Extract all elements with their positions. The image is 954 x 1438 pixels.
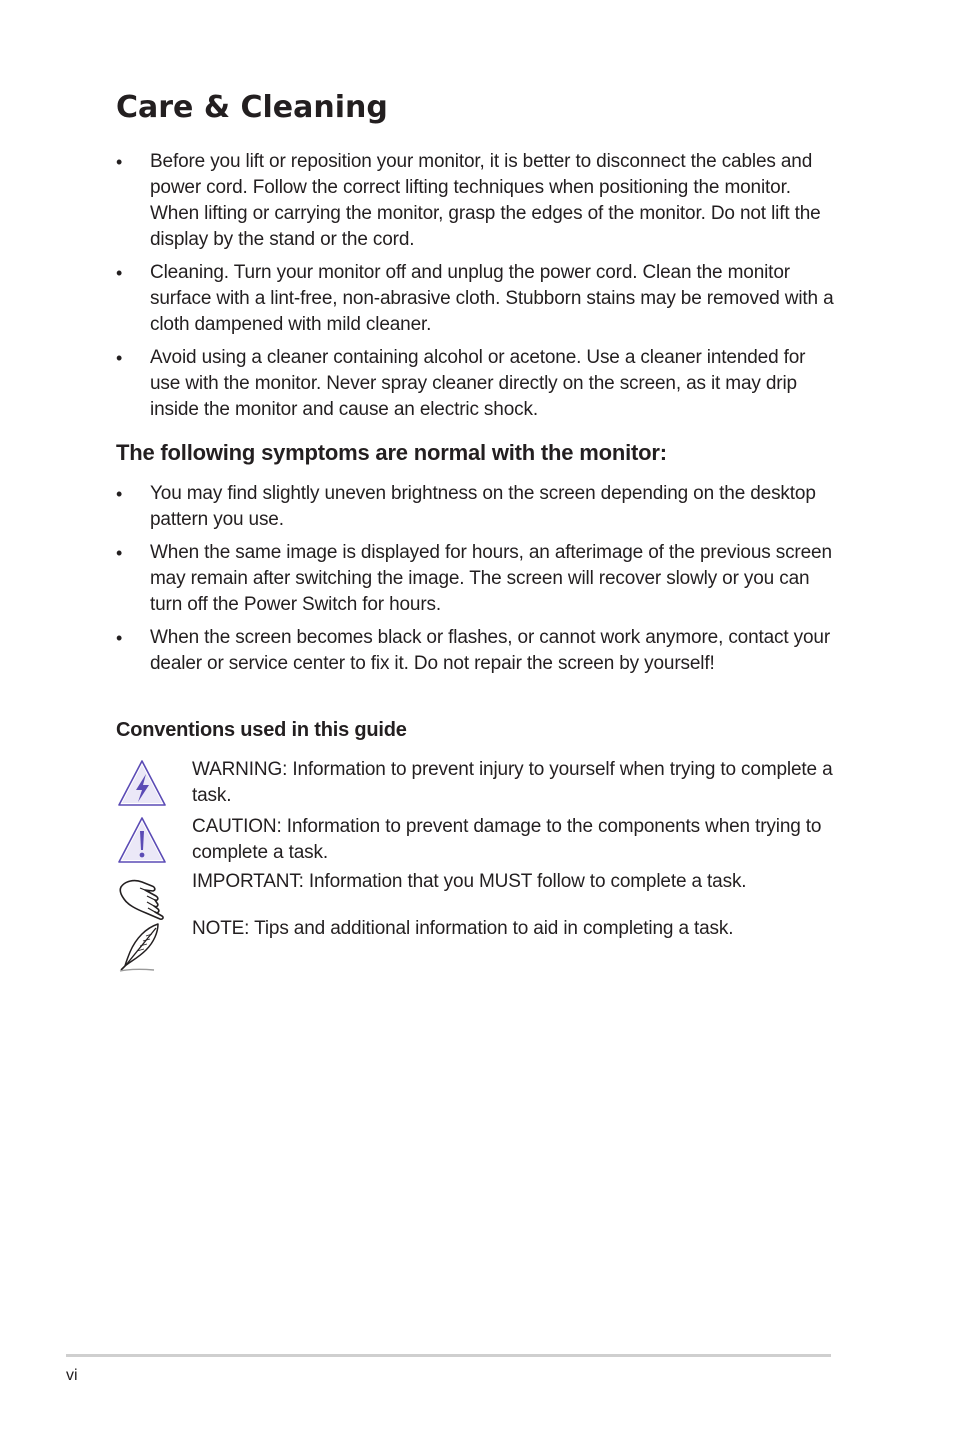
footer-divider (66, 1354, 831, 1357)
list-item (116, 345, 836, 423)
page-title: Care & Cleaning (116, 90, 388, 125)
care-bullet-list (116, 149, 836, 430)
important-hand-icon (116, 869, 168, 921)
list-item (116, 260, 836, 338)
symptoms-bullet-list (116, 481, 836, 684)
convention-warning-text: WARNING: Information to prevent injury to yourself when trying to complete a task. (192, 759, 833, 806)
list-item (116, 481, 836, 533)
list-item (116, 625, 836, 677)
list-item-text: You may find slightly uneven brightness on the screen depending on the desktop pattern you use. (150, 483, 816, 530)
convention-important-text: IMPORTANT: Information that you MUST follow to complete a task. (192, 871, 747, 892)
list-item (116, 540, 836, 618)
bullet-marker: • (116, 152, 123, 172)
bullet-marker: • (116, 628, 123, 648)
list-item (116, 149, 836, 253)
conventions-heading: Conventions used in this guide (116, 719, 407, 741)
warning-lightning-icon (116, 757, 168, 809)
list-item-text: Before you lift or reposition your monitor, it is better to disconnect the cables and power cord. Follow the correct lifting techniques when positioning the monitor. When lifting or carrying the monitor, grasp the edges of the monitor. Do not lift the display by the stand or the cord. (150, 151, 821, 250)
list-item-text: When the screen becomes black or flashes, or cannot work anymore, contact your dealer or service center to fix it. Do not repair the screen by yourself! (150, 627, 831, 674)
note-quill-icon (116, 920, 168, 972)
list-item-text: Avoid using a cleaner containing alcohol or acetone. Use a cleaner intended for use with the monitor. Never spray cleaner directly on the screen, as it may drip inside the monitor and cause an electric shock. (150, 347, 806, 420)
convention-caution-text: CAUTION: Information to prevent damage to the components when trying to complete a task. (192, 816, 822, 863)
caution-exclamation-icon (116, 814, 168, 866)
bullet-marker: • (116, 263, 123, 283)
page-number: vi (66, 1367, 78, 1384)
bullet-marker: • (116, 543, 123, 563)
list-item-text: When the same image is displayed for hours, an afterimage of the previous screen may remain after switching the image. The screen will recover slowly or you can turn off the Power Switch for hours. (150, 542, 832, 615)
convention-note-text: NOTE: Tips and additional information to aid in completing a task. (192, 918, 734, 939)
bullet-marker: • (116, 348, 123, 368)
bullet-marker: • (116, 484, 123, 504)
list-item-text: Cleaning. Turn your monitor off and unplug the power cord. Clean the monitor surface with a lint-free, non-abrasive cloth. Stubborn stains may be removed with a cloth dampened with mild cleaner. (150, 262, 834, 335)
symptoms-heading: The following symptoms are normal with the monitor: (116, 440, 667, 465)
